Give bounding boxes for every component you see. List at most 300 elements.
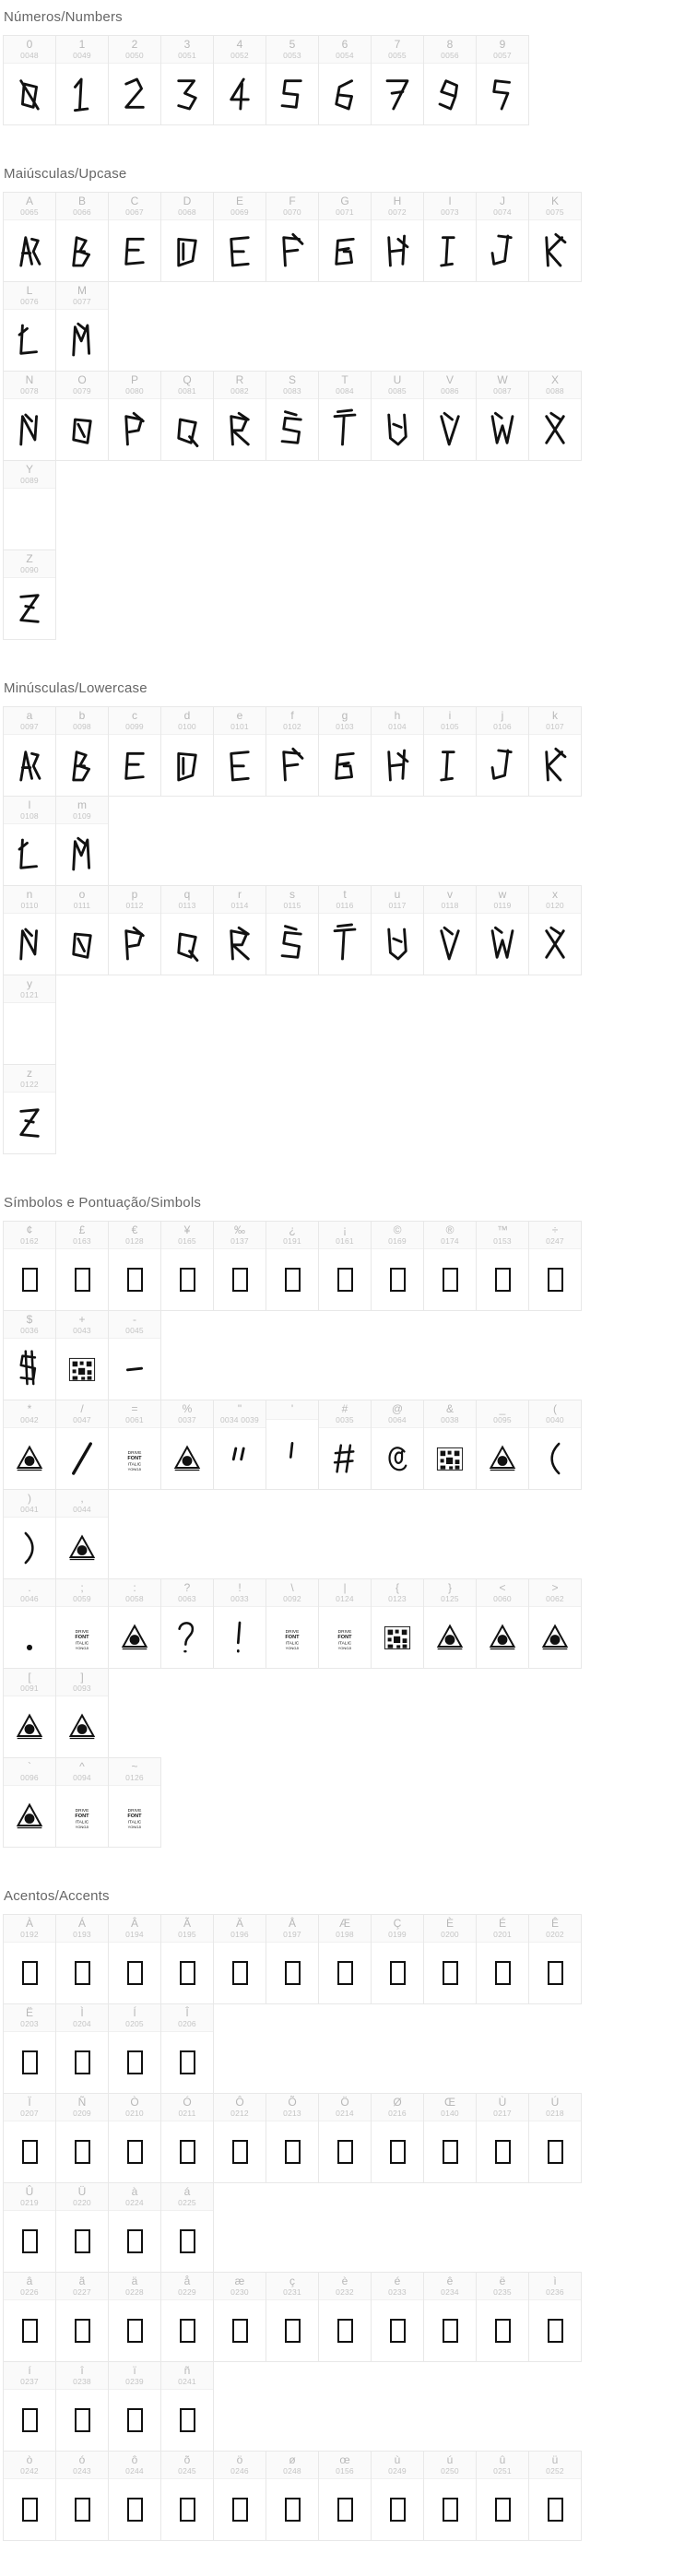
- glyph-cell[interactable]: [3, 2182, 56, 2273]
- glyph-cell[interactable]: [423, 1400, 477, 1490]
- glyph-cell[interactable]: [55, 1221, 109, 1311]
- glyph-header: [529, 2273, 581, 2300]
- glyph-cell[interactable]: [3, 1400, 56, 1490]
- glyph-cell[interactable]: [371, 192, 424, 282]
- glyph-char: (: [553, 1402, 557, 1415]
- notdef-box: [390, 2319, 406, 2343]
- glyph-preview: [214, 2121, 266, 2182]
- glyph-cell[interactable]: [318, 1221, 372, 1311]
- glyph-cell[interactable]: [160, 2003, 214, 2094]
- glyph-cell[interactable]: [423, 192, 477, 282]
- glyph-row: [4, 1400, 594, 1579]
- glyph-cell[interactable]: [266, 1914, 319, 2004]
- glyph-header: [56, 1579, 108, 1607]
- glyph-code: 0201: [493, 1930, 512, 1939]
- glyph-cell[interactable]: [3, 1914, 56, 2004]
- glyph-char: ö: [236, 2453, 243, 2466]
- glyph-header: [214, 1222, 266, 1249]
- glyph-char: E: [235, 195, 243, 207]
- glyph-header: [372, 1400, 423, 1428]
- glyph-cell[interactable]: [108, 1578, 161, 1669]
- glyph-cell[interactable]: [266, 1221, 319, 1311]
- glyph-cell[interactable]: [213, 1914, 266, 2004]
- logo-block-icon: [67, 1356, 97, 1382]
- glyph-cell[interactable]: [423, 35, 477, 125]
- glyph-cell[interactable]: [160, 2182, 214, 2273]
- glyph-char: J: [500, 195, 505, 207]
- glyph-cell[interactable]: [528, 192, 582, 282]
- glyph-cell[interactable]: [160, 1400, 214, 1490]
- glyph-cell[interactable]: [266, 885, 319, 975]
- glyph-cell[interactable]: [160, 1914, 214, 2004]
- glyph-cell[interactable]: [160, 2361, 214, 2452]
- glyph-preview: [161, 2211, 213, 2272]
- glyph-cell[interactable]: [371, 885, 424, 975]
- glyph-cell[interactable]: [318, 35, 372, 125]
- glyph-code: 0250: [441, 2466, 459, 2476]
- glyph-preview: [477, 399, 528, 460]
- glyph-cell[interactable]: [160, 706, 214, 797]
- glyph-char: Ò: [130, 2096, 139, 2109]
- glyph-preview: [477, 220, 528, 281]
- glyph-code: 0095: [493, 1415, 512, 1424]
- glyph-cell[interactable]: [318, 371, 372, 461]
- glyph-cell[interactable]: [318, 1400, 372, 1490]
- glyph-preview: [266, 399, 318, 460]
- glyph-code: 0060: [493, 1594, 512, 1603]
- glyph-cell[interactable]: [108, 2093, 161, 2183]
- glyph-header: [529, 1579, 581, 1607]
- glyph-cell[interactable]: [108, 2361, 161, 2452]
- glyph-header: [372, 707, 423, 735]
- glyph-cell[interactable]: [318, 2272, 372, 2362]
- glyph-cell[interactable]: [213, 1578, 266, 1669]
- glyph-code: 0125: [441, 1594, 459, 1603]
- glyph-cell[interactable]: [213, 2093, 266, 2183]
- glyph-cell[interactable]: [55, 1400, 109, 1490]
- glyph-code: 0174: [441, 1236, 459, 1246]
- glyph-cell[interactable]: [528, 1400, 582, 1490]
- notdef-box: [180, 1268, 195, 1292]
- glyph-cell[interactable]: [3, 1668, 56, 1758]
- glyph-code: 0082: [230, 386, 249, 396]
- logo-mark-icon: [539, 1624, 571, 1651]
- glyph-code: 0243: [73, 2466, 91, 2476]
- glyph-code: 0109: [73, 811, 91, 821]
- glyph-code: 0096: [20, 1773, 39, 1782]
- glyph-cell[interactable]: [213, 1221, 266, 1311]
- notdef-box: [548, 1961, 563, 1985]
- glyph-header: [214, 707, 266, 735]
- glyph-code: 0091: [20, 1684, 39, 1693]
- glyph-cell[interactable]: [266, 371, 319, 461]
- glyph-header: [109, 1579, 160, 1607]
- glyph-cell[interactable]: [371, 2093, 424, 2183]
- glyph-code: 0080: [125, 386, 144, 396]
- glyph-cell[interactable]: [423, 706, 477, 797]
- glyph-cell[interactable]: [108, 35, 161, 125]
- glyph-cell[interactable]: [160, 1221, 214, 1311]
- glyph-code: 0099: [125, 722, 144, 731]
- glyph-cell[interactable]: [160, 35, 214, 125]
- glyph-cell[interactable]: [55, 1489, 109, 1579]
- glyph-cell[interactable]: [528, 885, 582, 975]
- glyph-header: [214, 2273, 266, 2300]
- glyph-header: [266, 2273, 318, 2300]
- glyph-cell[interactable]: [160, 2451, 214, 2541]
- glyph-cell[interactable]: [371, 1400, 424, 1490]
- glyph-char: {: [395, 1581, 399, 1594]
- glyph-preview: [372, 914, 423, 975]
- glyph-cell[interactable]: [55, 192, 109, 282]
- glyph-cell[interactable]: [318, 2093, 372, 2183]
- glyph-header: [161, 2452, 213, 2479]
- glyph-cell[interactable]: [55, 1914, 109, 2004]
- glyph-header: [477, 707, 528, 735]
- glyph-header: [56, 193, 108, 220]
- glyph-cell[interactable]: [476, 192, 529, 282]
- glyph-header: [372, 1915, 423, 1943]
- glyph-cell[interactable]: [3, 460, 56, 550]
- glyph-cell[interactable]: [528, 371, 582, 461]
- glyph-cell[interactable]: [55, 2182, 109, 2273]
- glyph-cell[interactable]: [108, 885, 161, 975]
- glyph-cell[interactable]: [528, 1221, 582, 1311]
- glyph-code: 0055: [388, 51, 407, 60]
- glyph-cell[interactable]: [55, 2272, 109, 2362]
- glyph-preview: [56, 1339, 108, 1400]
- glyph-char: Ü: [77, 2185, 87, 2198]
- glyph-cell[interactable]: [318, 1914, 372, 2004]
- glyph-header: [161, 2183, 213, 2211]
- glyph-code: 0247: [546, 1236, 564, 1246]
- glyph-cell[interactable]: [108, 1914, 161, 2004]
- notdef-box: [232, 1268, 248, 1292]
- glyph-cell[interactable]: [213, 2272, 266, 2362]
- glyph-header: [266, 1579, 318, 1607]
- glyph-char: í: [28, 2364, 31, 2377]
- glyph-code: 0081: [178, 386, 196, 396]
- glyph-cell[interactable]: [55, 2451, 109, 2541]
- glyph-cell[interactable]: [3, 192, 56, 282]
- glyph-cell[interactable]: [160, 1578, 214, 1669]
- glyph-cell[interactable]: [213, 2451, 266, 2541]
- svg-text:YONGJI: YONGJI: [127, 1466, 142, 1471]
- glyph-char: È: [445, 1917, 454, 1930]
- glyph-char: O: [77, 373, 87, 386]
- glyph-cell[interactable]: [371, 1578, 424, 1669]
- glyph-cell[interactable]: [213, 885, 266, 975]
- notdef-box: [22, 2498, 38, 2522]
- glyph-code: 0218: [546, 2109, 564, 2118]
- glyph-cell[interactable]: [3, 885, 56, 975]
- glyph-cell[interactable]: [160, 371, 214, 461]
- notdef-box: [337, 1961, 353, 1985]
- glyph-header: [4, 461, 55, 489]
- glyph-cell[interactable]: [3, 371, 56, 461]
- glyph-cell[interactable]: [3, 1221, 56, 1311]
- glyph-char: 8: [446, 38, 454, 51]
- glyph-header: [109, 1400, 160, 1428]
- notdef-box: [75, 2050, 90, 2074]
- glyph-cell[interactable]: [160, 885, 214, 975]
- glyph-cell[interactable]: [266, 1400, 319, 1490]
- glyph-cell[interactable]: [371, 1914, 424, 2004]
- glyph-cell[interactable]: [476, 885, 529, 975]
- glyph-cell[interactable]: [266, 706, 319, 797]
- glyph-cell[interactable]: [55, 35, 109, 125]
- glyph-code: 0251: [493, 2466, 512, 2476]
- glyph-cell[interactable]: [55, 2361, 109, 2452]
- glyph-cell[interactable]: [3, 1757, 56, 1848]
- glyph-code: 0161: [336, 1236, 354, 1246]
- glyph-code: 0228: [125, 2287, 144, 2297]
- glyph-code: 0090: [20, 565, 39, 574]
- glyph-cell[interactable]: [108, 2272, 161, 2362]
- glyph-code: 0153: [493, 1236, 512, 1246]
- glyph-cell[interactable]: [213, 706, 266, 797]
- glyph-cell[interactable]: [266, 35, 319, 125]
- notdef-box: [495, 2140, 511, 2164]
- glyph-preview: [4, 1943, 55, 2003]
- glyph-cell[interactable]: [371, 1221, 424, 1311]
- glyph-char: <: [499, 1581, 506, 1594]
- glyph-cell[interactable]: [476, 35, 529, 125]
- glyph-preview: [424, 64, 476, 124]
- glyph-cell[interactable]: [55, 2093, 109, 2183]
- glyph-cell[interactable]: [423, 371, 477, 461]
- glyph-cell[interactable]: [423, 2093, 477, 2183]
- glyph-cell[interactable]: [266, 1578, 319, 1669]
- glyph-cell[interactable]: [55, 1310, 109, 1400]
- glyph-cell[interactable]: [476, 1221, 529, 1311]
- glyph-cell[interactable]: [476, 371, 529, 461]
- logo-text-icon: [120, 1803, 149, 1829]
- glyph-code: 0110: [20, 901, 39, 910]
- glyph-header: [266, 1222, 318, 1249]
- glyph-cell[interactable]: [55, 1757, 109, 1848]
- glyph-cell[interactable]: [476, 1578, 529, 1669]
- glyph-cell[interactable]: [213, 35, 266, 125]
- glyph-cell[interactable]: [371, 371, 424, 461]
- glyph-char: N: [25, 373, 34, 386]
- glyph-code: 0202: [546, 1930, 564, 1939]
- glyph-cell[interactable]: [528, 1914, 582, 2004]
- glyph-preview: [214, 2479, 266, 2540]
- glyph-char: Å: [288, 1917, 296, 1930]
- glyph-code: 0112: [125, 901, 144, 910]
- glyph-cell[interactable]: [318, 2451, 372, 2541]
- glyph-header: [109, 2183, 160, 2211]
- glyph-char: .: [28, 1581, 31, 1594]
- glyph-code: 0113: [178, 901, 196, 910]
- svg-text:DRIVE: DRIVE: [75, 1629, 89, 1635]
- glyph-cell[interactable]: [108, 2451, 161, 2541]
- glyph-cell[interactable]: [3, 1578, 56, 1669]
- glyph-preview: [56, 1518, 108, 1578]
- glyph-cell[interactable]: [3, 1064, 56, 1154]
- glyph-code: 0116: [336, 901, 354, 910]
- glyph-cell[interactable]: [318, 885, 372, 975]
- glyph-cell[interactable]: [266, 2093, 319, 2183]
- glyph-cell[interactable]: [476, 2451, 529, 2541]
- glyph-char: +: [78, 1313, 86, 1326]
- glyph-cell[interactable]: [476, 2272, 529, 2362]
- glyph-cell[interactable]: [528, 706, 582, 797]
- glyph-cell[interactable]: [476, 706, 529, 797]
- glyph-cell[interactable]: [108, 706, 161, 797]
- glyph-cell[interactable]: [108, 1400, 161, 1490]
- glyph-cell[interactable]: [55, 885, 109, 975]
- glyph-code: 0192: [20, 1930, 39, 1939]
- glyph-cell[interactable]: [3, 2361, 56, 2452]
- notdef-box: [285, 2140, 301, 2164]
- glyph-header: [266, 2452, 318, 2479]
- glyph-header: [424, 1579, 476, 1607]
- glyph-char: é: [394, 2275, 401, 2287]
- glyph-preview: [372, 735, 423, 796]
- glyph-cell[interactable]: [266, 2272, 319, 2362]
- glyph-cell[interactable]: [423, 2451, 477, 2541]
- glyph-header: [4, 550, 55, 578]
- glyph-cell[interactable]: [213, 192, 266, 282]
- glyph-code: 0049: [73, 51, 91, 60]
- glyph-header: [109, 707, 160, 735]
- svg-text:ITALIC: ITALIC: [75, 1820, 89, 1826]
- glyph-cell[interactable]: [3, 281, 56, 372]
- glyph-code: 0078: [20, 386, 39, 396]
- glyph-cell[interactable]: [371, 35, 424, 125]
- glyph-cell[interactable]: [108, 1221, 161, 1311]
- glyph-cell[interactable]: [108, 371, 161, 461]
- glyph-cell[interactable]: [423, 1221, 477, 1311]
- glyph-preview: [4, 1786, 55, 1847]
- glyph-cell[interactable]: [423, 1914, 477, 2004]
- glyph-preview: [4, 2211, 55, 2272]
- glyph-preview: [4, 2390, 55, 2451]
- glyph-cell[interactable]: [160, 192, 214, 282]
- glyph-section: [0, 671, 673, 1186]
- glyph-cell[interactable]: [3, 706, 56, 797]
- glyph-cell[interactable]: [108, 1757, 161, 1848]
- glyph-cell[interactable]: [318, 192, 372, 282]
- glyph-row: [4, 1579, 594, 1758]
- glyph-preview: [4, 824, 55, 885]
- glyph-code: 0093: [73, 1684, 91, 1693]
- glyph-cell[interactable]: [371, 2451, 424, 2541]
- glyph-cell[interactable]: [3, 796, 56, 886]
- glyph-cell[interactable]: [3, 2093, 56, 2183]
- notdef-box: [75, 2408, 90, 2432]
- logo-mark-icon: [487, 1445, 518, 1472]
- glyph-cell[interactable]: [55, 371, 109, 461]
- glyph-preview: [319, 220, 371, 281]
- glyph-cell[interactable]: [3, 2451, 56, 2541]
- svg-text:YONGJI: YONGJI: [75, 1824, 89, 1829]
- glyph-header: [529, 372, 581, 399]
- svg-text:YONGJI: YONGJI: [285, 1645, 300, 1650]
- glyph-preview: [372, 1428, 423, 1489]
- glyph-cell[interactable]: [55, 2003, 109, 2094]
- glyph-cell[interactable]: [213, 371, 266, 461]
- glyph-cell[interactable]: [3, 35, 56, 125]
- glyph-cell[interactable]: [423, 885, 477, 975]
- glyph-header: [109, 886, 160, 914]
- glyph-code: 0241: [178, 2377, 196, 2386]
- glyph-cell[interactable]: [160, 2272, 214, 2362]
- glyph-char: K: [550, 195, 559, 207]
- glyph-cell[interactable]: [3, 2272, 56, 2362]
- glyph-cell[interactable]: [266, 192, 319, 282]
- notdef-box: [390, 2140, 406, 2164]
- glyph-header: [529, 1222, 581, 1249]
- glyph-cell[interactable]: [3, 1310, 56, 1400]
- glyph-cell[interactable]: [3, 2003, 56, 2094]
- glyph-cell[interactable]: [318, 1578, 372, 1669]
- glyph-cell[interactable]: [160, 2093, 214, 2183]
- notdef-box: [337, 2319, 353, 2343]
- glyph-cell[interactable]: [371, 2272, 424, 2362]
- glyph-char: y: [27, 977, 32, 990]
- glyph-cell[interactable]: [371, 706, 424, 797]
- glyph-cell[interactable]: [423, 1578, 477, 1669]
- glyph-preview: [372, 2121, 423, 2182]
- glyph-preview: [477, 64, 528, 124]
- glyph-char: w: [498, 888, 507, 901]
- glyph-cell[interactable]: [318, 706, 372, 797]
- glyph-header: [424, 707, 476, 735]
- glyph-row: [4, 372, 594, 550]
- glyph-cell[interactable]: [528, 2093, 582, 2183]
- glyph-char: £: [78, 1223, 86, 1236]
- svg-text:FONT: FONT: [75, 1634, 89, 1640]
- glyph-header: [109, 193, 160, 220]
- glyph-code: 0041: [20, 1505, 39, 1514]
- glyph-cell[interactable]: [55, 1668, 109, 1758]
- glyph-cell[interactable]: [55, 281, 109, 372]
- glyph-code: 0245: [178, 2466, 196, 2476]
- glyph-cell[interactable]: [108, 2182, 161, 2273]
- notdef-box: [22, 2319, 38, 2343]
- glyph-header: [424, 372, 476, 399]
- glyph-cell[interactable]: [266, 2451, 319, 2541]
- glyph-char: v: [447, 888, 453, 901]
- glyph-cell[interactable]: [55, 1578, 109, 1669]
- glyph-cell[interactable]: [476, 1914, 529, 2004]
- glyph-cell[interactable]: [528, 1578, 582, 1669]
- glyph-cell[interactable]: [3, 1489, 56, 1579]
- glyph-cell[interactable]: [528, 2451, 582, 2541]
- glyph-cell[interactable]: [528, 2272, 582, 2362]
- glyph-cell[interactable]: [3, 975, 56, 1065]
- glyph-cell[interactable]: [3, 549, 56, 640]
- glyph-cell[interactable]: [108, 2003, 161, 2094]
- glyph-code: 0163: [73, 1236, 91, 1246]
- glyph-header: [477, 36, 528, 64]
- glyph-header: [214, 1915, 266, 1943]
- glyph-cell[interactable]: [476, 1400, 529, 1490]
- glyph-cell[interactable]: [108, 1310, 161, 1400]
- glyph-preview: [56, 914, 108, 975]
- glyph-cell[interactable]: [476, 2093, 529, 2183]
- glyph-cell[interactable]: [55, 706, 109, 797]
- glyph-cell[interactable]: [108, 192, 161, 282]
- glyph-cell[interactable]: [423, 2272, 477, 2362]
- glyph-header: [56, 797, 108, 824]
- glyph-cell[interactable]: [213, 1400, 266, 1490]
- glyph-cell[interactable]: [55, 796, 109, 886]
- logo-block-icon: [435, 1446, 465, 1471]
